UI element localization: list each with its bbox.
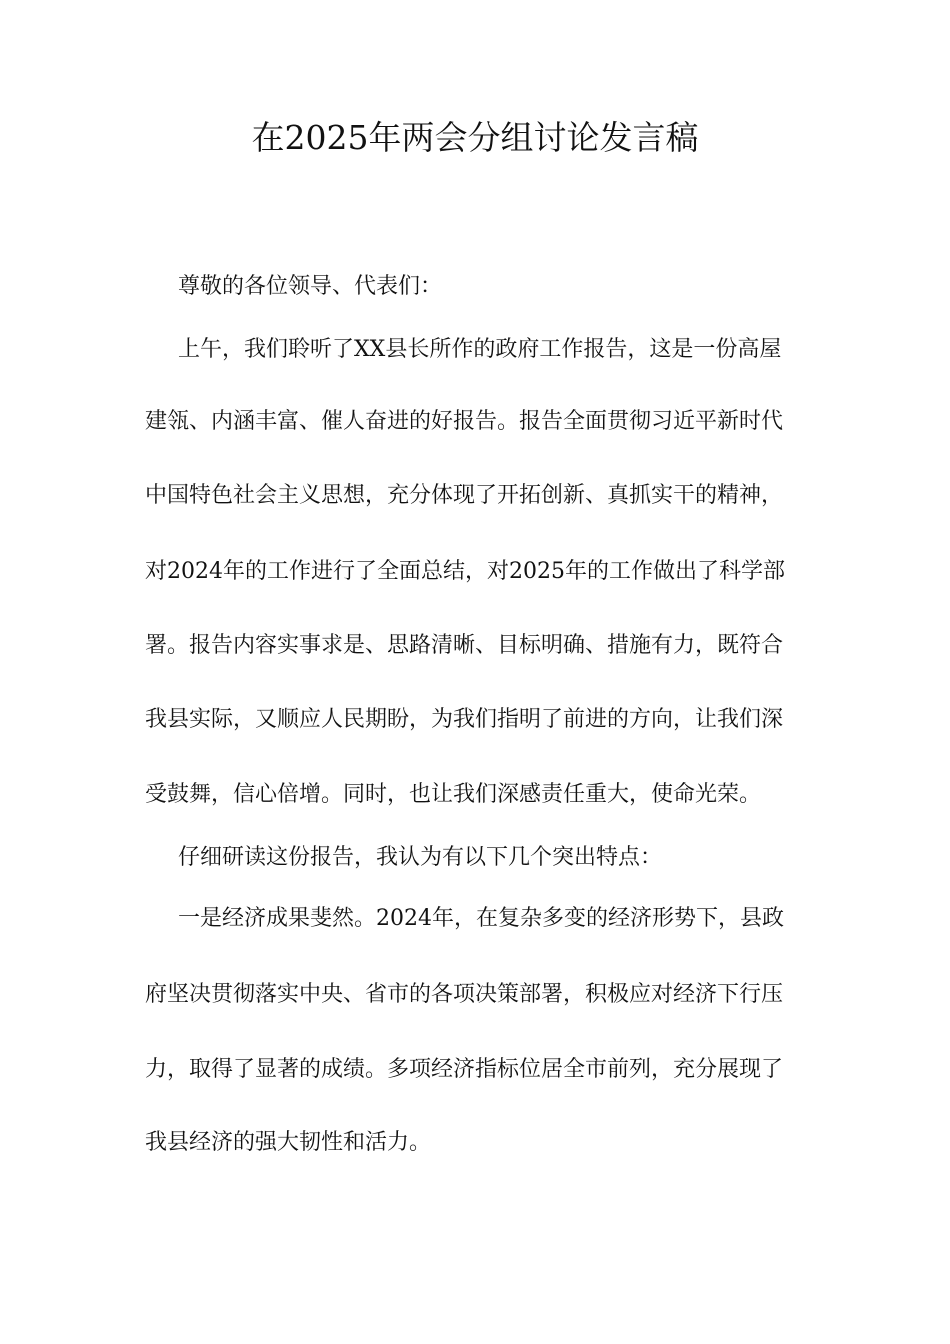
salutation: 尊敬的各位领导、代表们： <box>178 274 443 299</box>
paragraph-line: 我县经济的强大韧性和活力。 <box>145 1130 432 1155</box>
paragraph-line: 建瓴、内涵丰富、催人奋进的好报告。报告全面贯彻习近平新时代 <box>145 409 784 434</box>
paragraph-line: 对2024年的工作进行了全面总结，对2025年的工作做出了科学部 <box>145 559 785 584</box>
paragraph-line: 受鼓舞，信心倍增。同时，也让我们深感责任重大，使命光荣。 <box>145 782 762 807</box>
paragraph-line: 府坚决贯彻落实中央、省市的各项决策部署，积极应对经济下行压 <box>145 982 784 1007</box>
document-title: 在2025年两会分组讨论发言稿 <box>251 118 699 157</box>
paragraph-line: 力，取得了显著的成绩。多项经济指标位居全市前列，充分展现了 <box>145 1057 784 1082</box>
paragraph-line: 仔细研读这份报告，我认为有以下几个突出特点： <box>178 845 663 870</box>
paragraph-line: 中国特色社会主义思想，充分体现了开拓创新、真抓实干的精神， <box>145 483 784 508</box>
paragraph-line: 署。报告内容实事求是、思路清晰、目标明确、措施有力，既符合 <box>145 633 784 658</box>
paragraph-line: 上午，我们聆听了XX县长所作的政府工作报告，这是一份高屋 <box>178 337 782 362</box>
paragraph-line: 我县实际，又顺应人民期盼，为我们指明了前进的方向，让我们深 <box>145 707 784 732</box>
paragraph-line: 一是经济成果斐然。2024年，在复杂多变的经济形势下，县政 <box>178 906 784 931</box>
